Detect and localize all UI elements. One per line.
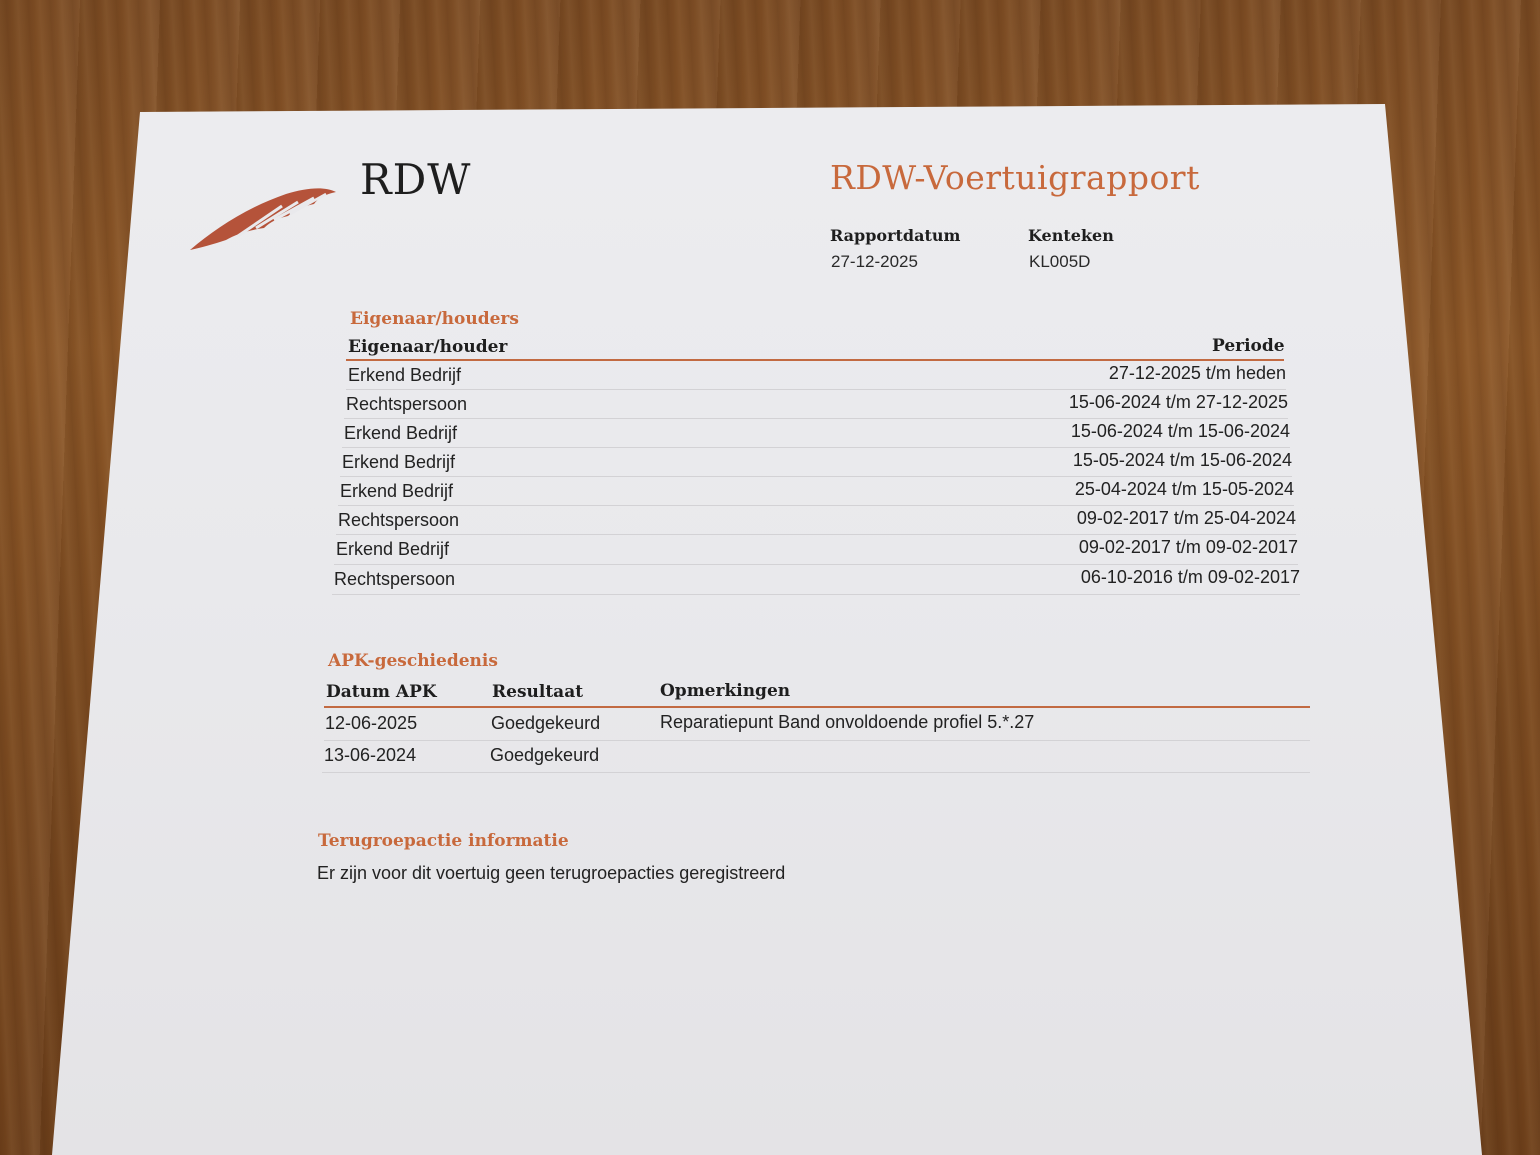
rdw-feather-logo: [186, 180, 338, 254]
row-divider: [344, 418, 1288, 419]
row-divider: [338, 505, 1294, 506]
owner-cell: Rechtspersoon: [338, 510, 460, 530]
period-cell: 27-12-2025 t/m heden: [1108, 363, 1286, 383]
apk-result-cell: Goedgekeurd: [490, 745, 600, 765]
owner-cell: Rechtspersoon: [334, 569, 456, 589]
period-cell: 15-06-2024 t/m 15-06-2024: [1070, 421, 1290, 441]
owner-cell: Rechtspersoon: [346, 394, 468, 414]
apk-date-cell: 12-06-2025: [325, 713, 418, 733]
kenteken-value: KL005D: [1029, 252, 1091, 271]
apk-section-title: APK-geschiedenis: [328, 651, 498, 671]
kenteken-label: Kenteken: [1028, 226, 1114, 245]
period-cell: 15-06-2024 t/m 27-12-2025: [1068, 392, 1288, 412]
apk-col-result: Resultaat: [492, 682, 584, 702]
row-divider: [340, 476, 1292, 477]
owners-header-rule: [346, 359, 1284, 361]
report-title: RDW-Voertuigrapport: [830, 158, 1200, 197]
row-divider: [332, 594, 1300, 595]
owner-cell: Erkend Bedrijf: [348, 365, 462, 385]
apk-header-rule: [324, 706, 1310, 708]
owner-cell: Erkend Bedrijf: [336, 539, 450, 559]
rapportdatum-value: 27-12-2025: [831, 252, 918, 271]
apk-date-cell: 13-06-2024: [324, 745, 417, 765]
owner-cell: Erkend Bedrijf: [340, 481, 454, 501]
row-divider: [324, 740, 1310, 741]
owner-cell: Erkend Bedrijf: [342, 452, 456, 472]
recall-section-title: Terugroepactie informatie: [318, 831, 569, 851]
row-divider: [346, 389, 1286, 390]
brand-name: RDW: [360, 155, 472, 204]
apk-col-date: Datum APK: [326, 682, 437, 702]
period-cell: 09-02-2017 t/m 09-02-2017: [1078, 537, 1298, 557]
owners-col-owner: Eigenaar/houder: [348, 337, 508, 357]
row-divider: [336, 534, 1296, 535]
period-cell: 09-02-2017 t/m 25-04-2024: [1076, 508, 1296, 528]
owners-section-title: Eigenaar/houders: [350, 309, 519, 329]
row-divider: [342, 447, 1290, 448]
apk-remarks-cell: Reparatiepunt Band onvoldoende profiel 5.*.27: [660, 712, 1035, 732]
period-cell: 25-04-2024 t/m 15-05-2024: [1074, 479, 1294, 499]
rapportdatum-label: Rapportdatum: [830, 226, 961, 245]
period-cell: 15-05-2024 t/m 15-06-2024: [1072, 450, 1292, 470]
owner-cell: Erkend Bedrijf: [344, 423, 458, 443]
recall-text: Er zijn voor dit voertuig geen terugroepacties geregistreerd: [317, 863, 786, 883]
row-divider: [334, 564, 1298, 565]
apk-result-cell: Goedgekeurd: [491, 713, 601, 733]
apk-col-remarks: Opmerkingen: [660, 681, 791, 701]
row-divider: [322, 772, 1310, 773]
owners-col-period: Periode: [1212, 336, 1285, 356]
period-cell: 06-10-2016 t/m 09-02-2017: [1080, 567, 1300, 587]
